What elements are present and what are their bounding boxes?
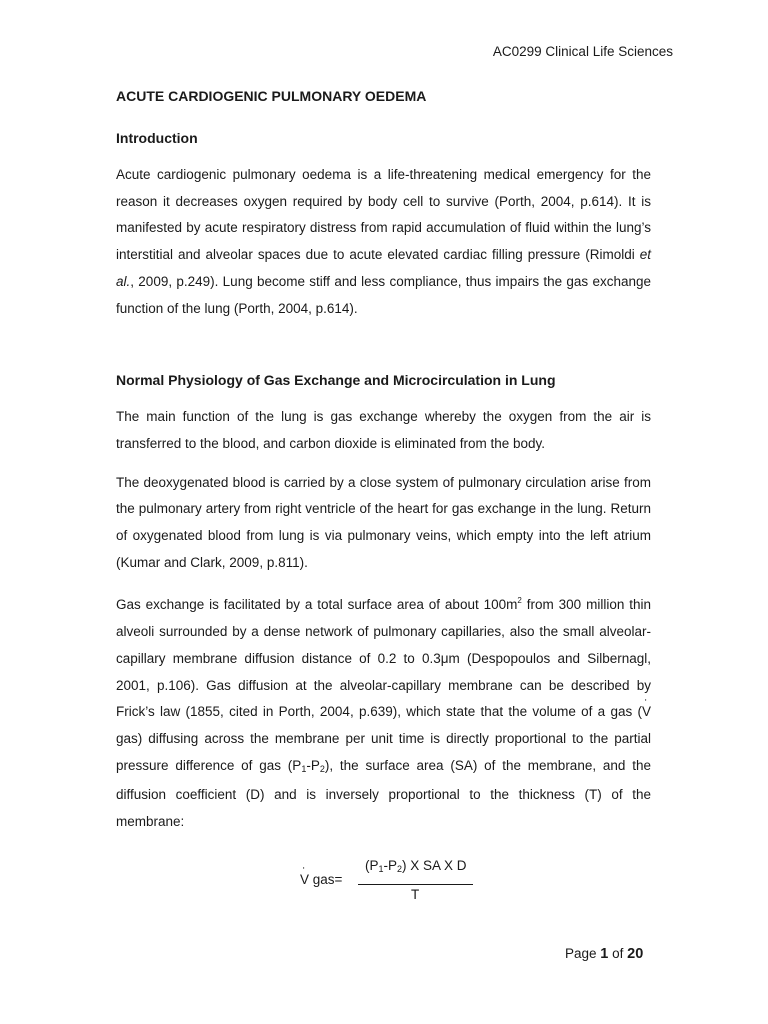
fraction-bar (358, 884, 473, 885)
formula-numerator: $(P_1-P_2)$ X SA X D (365, 858, 467, 874)
running-header: AC0299 Clinical Life Sciences (492, 44, 673, 59)
paragraph-introduction: Acute cardiogenic pulmonary oedema is a life-threatening medical emergency for the reason it decreases oxygen required by body cell to survive (Porth, 2004, p.614). It is manifested by acute respiratory distress from rapid accumulation of fluid within the lung’s interstitial and alveolar spaces due to acute elevated cardiac filling pressure (Rimoldi et al., 2009, p.249). Lung become stiff and less compliance, thus impairs the gas exchange function of the lung (Porth, 2004, p.614). (116, 167, 651, 316)
formula-denominator: T (411, 887, 420, 902)
document-body (116, 86, 651, 848)
paragraph-pulmonary-circulation: The deoxygenated blood is carried by a close system of pulmonary circulation arise from the pulmonary artery from right ventricle of the heart for gas exchange in the lung. Return of oxygenated blood from lung is via pulmonary veins, which empty into the left atrium (Kumar and Clark, 2009, p.811). (116, 474, 651, 570)
document-title: ACUTE CARDIOGENIC PULMONARY OEDEMA (116, 88, 427, 104)
formula-lhs: ˙ V gas= (300, 872, 342, 887)
section-heading-introduction: Introduction (116, 130, 198, 146)
ficks-law-formula (300, 858, 500, 908)
paragraph-gas-exchange-function: The main function of the lung is gas exchange whereby the oxygen from the air is transferred to the blood, and carbon dioxide is eliminated from the body. (116, 409, 651, 451)
section-heading-physiology: Normal Physiology of Gas Exchange and Microcirculation in Lung (116, 372, 556, 389)
page-number-footer: Page 1 of 20 (565, 946, 644, 962)
paragraph-ficks-law: Gas exchange is facilitated by a total surface area of about $100m^2$ from 300 million thin alveoli surrounded by a dense network of pulmonary capillaries, also the small alveolar-capillary membrane diffusion distance of 0.2 to 0.3μm (Despopoulos and Silbernagl, 2001, p.106). Gas diffusion at the alveolar-capillary membrane can be described by Frick’s law (1855, cited in Porth, 2004, p.639), which state that the volume of a gas (˙ Vgas) diffusing across the membrane per unit time is directly proportional to the partial pressure difference of gas $(P_1-P_2)$, the surface area (SA) of the membrane, and the diffusion coefficient (D) and is inversely proportional to the thickness (T) of the membrane: (116, 588, 651, 835)
